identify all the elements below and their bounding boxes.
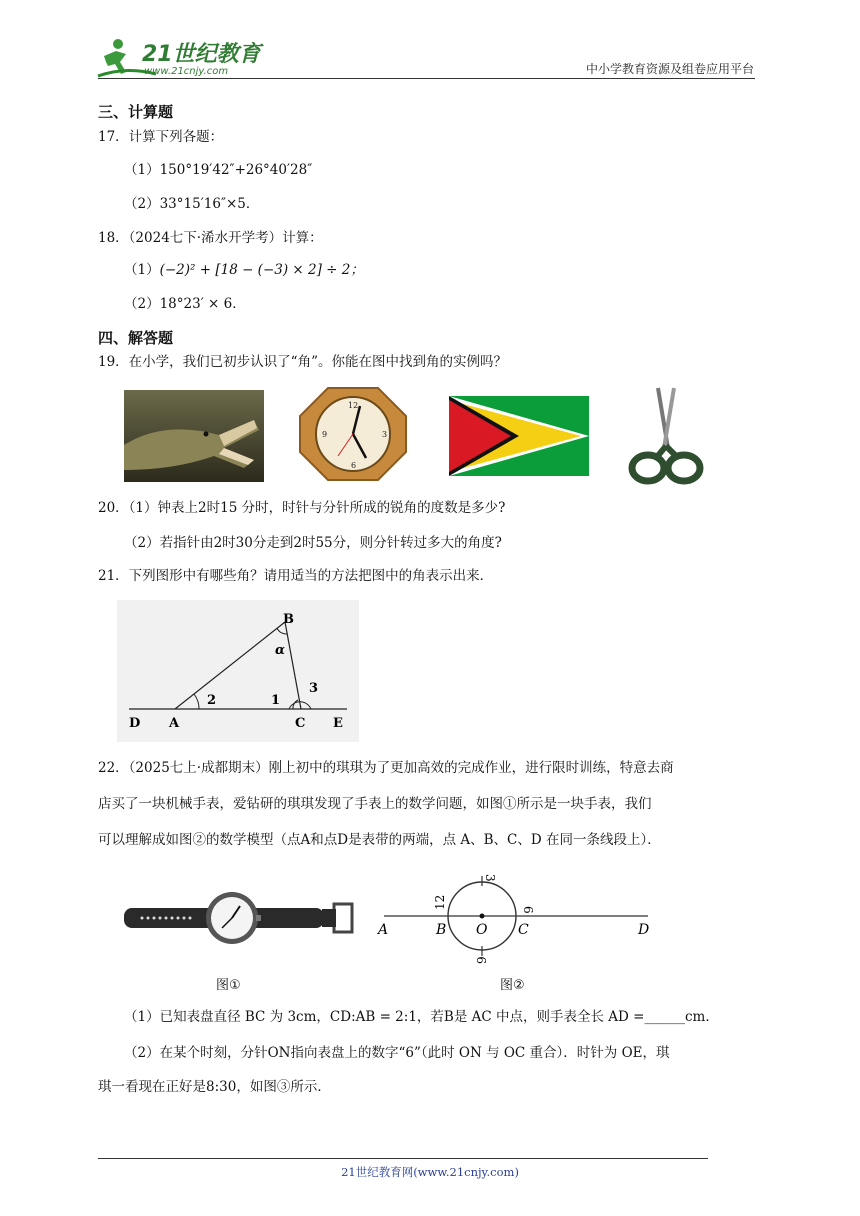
section-title-calc: 三、计算题 [98,103,174,121]
label-e: E [333,716,343,731]
label-d: D [638,922,650,938]
guyana-flag-image [449,396,589,476]
q22-part2-line2: 琪一看现在正好是8:30，如图③所示． [98,1079,331,1095]
label-b: B [283,612,294,627]
q17-stem: 17．计算下列各题： [98,129,224,145]
q20-part1: 20．（1）钟表上2时15 分时，时针与分针所成的锐角的度数是多少? [98,500,506,516]
q22-line1: 22．（2025七上·成都期末）刚上初中的琪琪为了更加高效的完成作业，进行限时训练，特意去商 [98,760,674,776]
center-o-dot [480,914,485,919]
scissors-image [622,384,708,488]
label-angle-2: 2 [207,693,217,708]
section-title-answer: 四、解答题 [98,329,174,347]
label-a: A [169,716,180,731]
q18-part2 [124,298,246,312]
q22-line2: 店买了一块机械手表，爱钻研的琪琪发现了手表上的数学问题，如图①所示是一块手表，我们 [98,796,652,812]
wristwatch-image [122,890,358,946]
svg-text:9: 9 [322,430,328,439]
dial-number-12: 12 [433,894,447,910]
q18-part1-label: （1） [124,262,160,278]
logo-text: 21世纪教育 [142,42,261,67]
dial-number-9: 9 [475,956,489,964]
label-d: D [129,716,141,731]
label-c: C [295,716,306,731]
label-o: O [476,922,488,938]
svg-text:3: 3 [382,430,388,439]
label-a: A [378,922,389,938]
label-c: C [518,922,529,938]
q19-stem: 19．在小学，我们已初步认识了“角”。你能在图中找到角的实例吗？ [98,354,507,370]
svg-text:12: 12 [348,401,359,410]
q22-part1: （1）已知表盘直径 BC 为 3cm，CD:AB = 2:1，若B是 AC 中点，则手表全长 AD =______cm． [124,1009,719,1025]
q18-part2-label: （2） [124,296,160,312]
q22-part2-line1: （2）在某个时刻，分针ON指向表盘上的数字“6”（此时 ON 与 OC 重合）．时针为 OE，琪 [124,1045,670,1061]
site-logo [96,36,266,80]
watch-model-figure [372,870,662,970]
q18-part2-expr: 18°23′ × 6． [159,296,246,312]
q22-line3: 可以理解成如图②的数学模型（点A和点D是表带的两端，点 A、B、C、D 在同一条线段上）． [98,832,661,848]
q17-part2: （2）33°15′16″×5． [124,196,260,212]
header-divider [98,78,755,79]
crocodile-image [124,390,264,482]
footer-divider [98,1158,708,1159]
q20-part2: （2）若指针由2时30分走到2时55分，则分针转过多大的角度? [124,535,502,551]
logo-url: www.21cnjy.com [144,66,229,77]
dial-number-6: 6 [521,906,535,914]
fig1-caption: 图① [216,978,241,993]
q18-part1-expr: (−2)² + [18 − (−3) × 2] ÷ 2； [159,262,364,278]
fig2-caption: 图② [500,978,525,993]
clock-image [298,386,408,482]
label-b: B [436,922,447,938]
triangle-angle-figure [117,600,359,742]
q18-stem: 18．（2024七下·浠水开学考）计算： [98,230,323,246]
footer-text: 21世纪教育网(www.21cnjy.com) [341,1165,519,1179]
platform-name: 中小学教育资源及组卷应用平台 [585,62,754,76]
dial-number-3: 3 [483,874,497,882]
q21-stem: 21．下列图形中有哪些角？请用适当的方法把图中的角表示出来． [98,568,494,584]
label-alpha: α [275,643,286,658]
q17-part1: （1）150°19′42″+26°40′28″ [124,162,313,178]
q18-part1 [124,264,364,278]
svg-text:6: 6 [351,461,357,470]
label-angle-3: 3 [309,681,319,696]
label-angle-1: 1 [271,693,281,708]
